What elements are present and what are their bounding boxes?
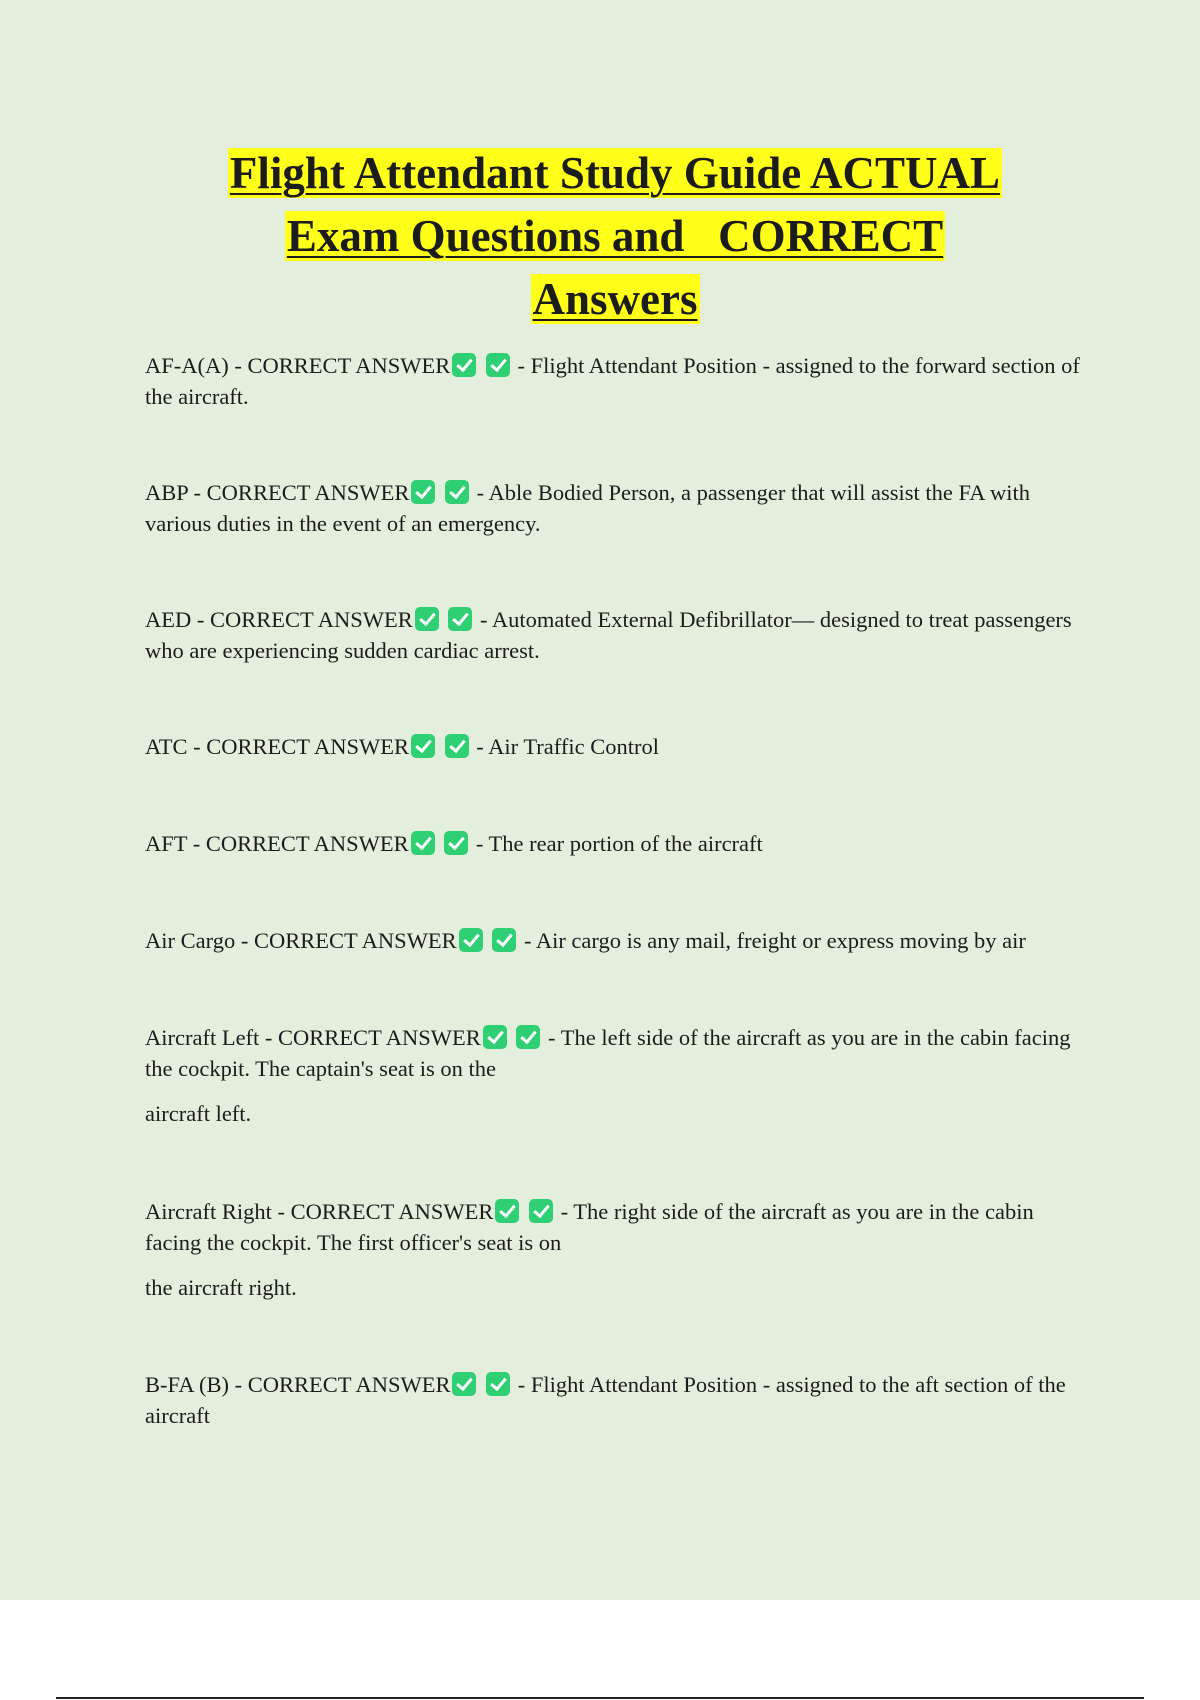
entry-definition: - Automated External Defibrillator— designed to treat passengers who are experiencing sudden cardiac arrest.: [145, 607, 1072, 663]
entry-definition: - Able Bodied Person, a passenger that will assist the FA with various duties in the event of an emergency.: [145, 480, 1030, 536]
entry-definition: - Air cargo is any mail, freight or express moving by air: [518, 928, 1026, 953]
green-check-mark-icon: [452, 1372, 476, 1396]
entry-definition: - Flight Attendant Position - assigned to the aft section of the aircraft: [145, 1372, 1066, 1428]
entry-definition: - Air Traffic Control: [470, 734, 659, 759]
green-check-mark-icon: [483, 1025, 507, 1049]
qa-entry: [145, 1196, 1095, 1303]
green-check-mark-icon: [492, 928, 516, 952]
green-check-mark-icon: [448, 607, 472, 631]
qa-entry: [145, 1022, 1095, 1129]
green-check-mark-icon: [452, 353, 476, 377]
qa-entry: [145, 925, 1095, 956]
green-check-mark-icon: [445, 480, 469, 504]
entry-definition: - Flight Attendant Position - assigned to the forward section of the aircraft.: [145, 353, 1080, 409]
qa-entry: [145, 1369, 1095, 1431]
document-title: [110, 142, 1120, 331]
title-line-2: Exam Questions and CORRECT: [286, 211, 944, 261]
green-check-mark-icon: [411, 480, 435, 504]
entry-term: Air Cargo - CORRECT ANSWER: [145, 928, 457, 953]
title-line-1: Flight Attendant Study Guide ACTUAL: [229, 148, 1001, 198]
green-check-mark-icon: [411, 734, 435, 758]
entry-definition: - The right side of the aircraft as you are in the cabin facing the cockpit. The first officer's seat is on: [145, 1199, 1034, 1255]
green-check-mark-icon: [411, 831, 435, 855]
qa-entry: [145, 731, 1095, 762]
entry-definition: - The left side of the aircraft as you are in the cabin facing the cockpit. The captain's seat is on the: [145, 1025, 1071, 1081]
entry-term: Aircraft Left - CORRECT ANSWER: [145, 1025, 481, 1050]
entry-continuation: the aircraft right.: [145, 1275, 297, 1300]
green-check-mark-icon: [495, 1199, 519, 1223]
entry-term: AFT - CORRECT ANSWER: [145, 831, 409, 856]
green-check-mark-icon: [529, 1199, 553, 1223]
qa-entry: [145, 350, 1095, 412]
entry-term: B-FA (B) - CORRECT ANSWER: [145, 1372, 451, 1397]
footer-divider: [56, 1697, 1144, 1699]
qa-entry: [145, 477, 1095, 539]
title-line-3: Answers: [532, 274, 698, 324]
green-check-mark-icon: [444, 831, 468, 855]
entry-term: ABP - CORRECT ANSWER: [145, 480, 410, 505]
green-check-mark-icon: [459, 928, 483, 952]
green-check-mark-icon: [516, 1025, 540, 1049]
entry-term: ATC - CORRECT ANSWER: [145, 734, 409, 759]
green-check-mark-icon: [445, 734, 469, 758]
green-check-mark-icon: [486, 1372, 510, 1396]
entry-term: Aircraft Right - CORRECT ANSWER: [145, 1199, 494, 1224]
green-check-mark-icon: [415, 607, 439, 631]
entry-term: AED - CORRECT ANSWER: [145, 607, 413, 632]
entry-definition: - The rear portion of the aircraft: [470, 831, 763, 856]
qa-entry: [145, 604, 1095, 666]
entry-continuation: aircraft left.: [145, 1101, 252, 1126]
entry-term: AF-A(A) - CORRECT ANSWER: [145, 353, 451, 378]
qa-entry: [145, 828, 1095, 859]
green-check-mark-icon: [486, 353, 510, 377]
